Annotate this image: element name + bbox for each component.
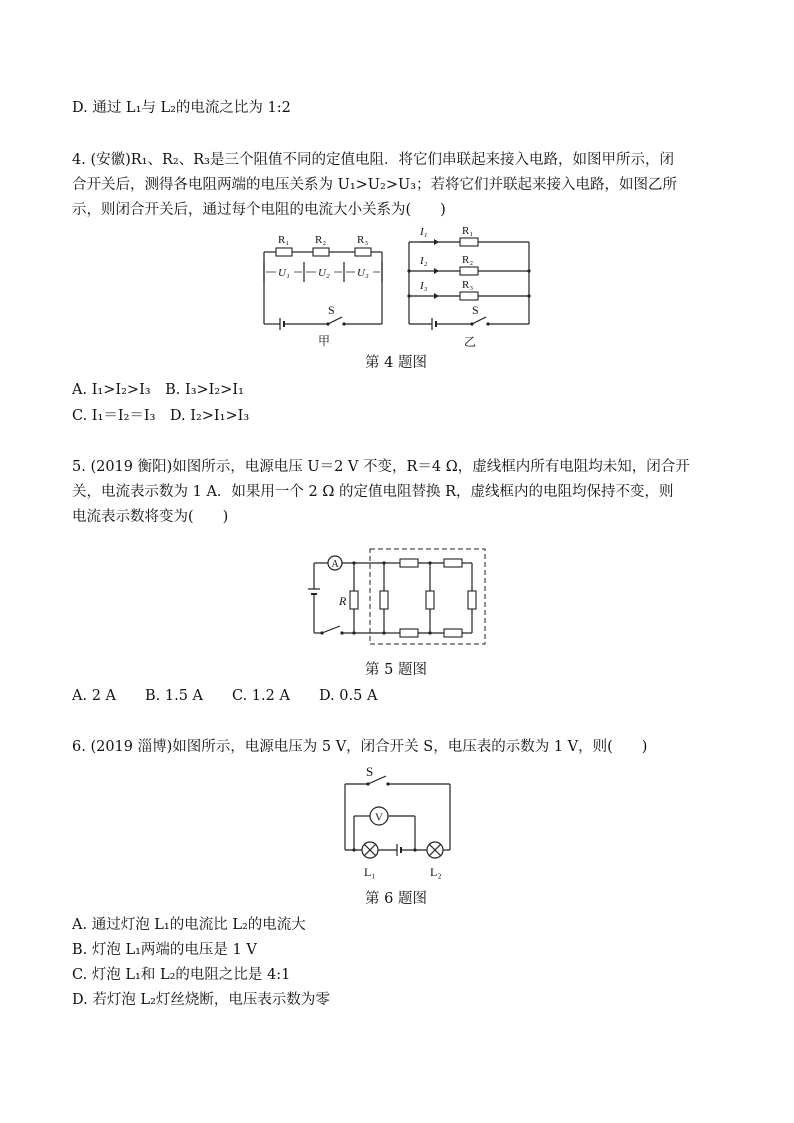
q5-stem-line1: 5. (2019 衡阳)如图所示，电源电压 U＝2 V 不变，R＝4 Ω，虚线框内所有电阻均未知，闭合开: [72, 459, 690, 475]
q4-stem-line1: 4. (安徽)R₁、R₂、R₃是三个阻值不同的定值电阻．将它们串联起来接入电路，如图甲所示，闭: [72, 152, 674, 168]
resistor-r: [350, 591, 358, 609]
q3-option-d: D. 通过 L₁与 L₂的电流之比为 1:2: [72, 100, 291, 116]
figure-name-yi: 乙: [464, 335, 477, 349]
label-i3: I₃: [420, 280, 428, 292]
svg-text:V: V: [375, 811, 383, 824]
label-l2: L₂: [430, 865, 442, 879]
battery-icon: [280, 318, 284, 330]
label-u1: U₁: [278, 267, 290, 279]
label-i2: I₂: [420, 255, 428, 267]
q4-options-cd: C. I₁＝I₂＝I₃ D. I₂>I₁>I₃: [72, 408, 250, 424]
switch: [320, 626, 343, 635]
q6-option-d: D. 若灯泡 L₂灯丝烧断，电压表示数为零: [72, 992, 330, 1008]
resistor-r1: [264, 248, 304, 256]
label-s: S: [472, 303, 479, 317]
q4-figure-caption: 第 4 题图: [365, 355, 427, 371]
q4-options-ab: A. I₁>I₂>I₃ B. I₃>I₂>I₁: [72, 382, 244, 398]
label-r3: R₃: [357, 234, 369, 246]
label-r1: R₁: [278, 234, 290, 246]
q4-figure-series-circuit: [258, 228, 398, 348]
q6-option-a: A. 通过灯泡 L₁的电流比 L₂的电流大: [72, 917, 306, 933]
svg-text:A: A: [331, 559, 339, 570]
q6-figure-caption: 第 6 题图: [365, 891, 427, 907]
q5-stem-line2: 关，电流表示数为 1 A．如果用一个 2 Ω 的定值电阻替换 R，虚线框内的电阻均保持不变，则: [72, 484, 674, 500]
label-l1: L₁: [364, 865, 376, 879]
figure-name-jia: 甲: [318, 334, 331, 348]
q6-figure-circuit: [340, 760, 460, 890]
lamp-l1-icon: [362, 842, 378, 858]
ammeter-icon: [328, 556, 342, 570]
resistor-r3: [344, 248, 382, 256]
battery-icon: [397, 844, 401, 856]
battery-icon: [308, 589, 320, 594]
resistor-r2: [304, 248, 344, 256]
label-r: R: [339, 594, 347, 608]
q5-figure-circuit: [308, 547, 488, 647]
switch-s: [470, 317, 489, 326]
switch-s: [326, 317, 345, 326]
label-r2: R₂: [315, 234, 327, 246]
label-r3: R₃: [462, 279, 474, 291]
q4-stem-line3: 示，则闭合开关后，通过每个电阻的电流大小关系为( ): [72, 202, 446, 218]
q5-figure-caption: 第 5 题图: [365, 662, 427, 678]
label-u3: U₃: [357, 267, 369, 279]
q5-options: A. 2 A B. 1.5 A C. 1.2 A D. 0.5 A: [72, 688, 378, 704]
q6-option-b: B. 灯泡 L₁两端的电压是 1 V: [72, 942, 257, 958]
q6-option-c: C. 灯泡 L₁和 L₂的电阻之比是 4:1: [72, 967, 291, 983]
label-u2: U₂: [318, 267, 330, 279]
voltmeter-icon: [370, 807, 388, 825]
label-r2: R₂: [462, 254, 474, 266]
label-i1: I₁: [420, 226, 428, 238]
lamp-l2-icon: [427, 842, 443, 858]
q4-figure-parallel-circuit: [404, 222, 544, 347]
label-s: S: [366, 764, 374, 779]
q5-stem-line3: 电流表示数将变为( ): [72, 509, 229, 525]
q4-stem-line2: 合开关后，测得各电阻两端的电压关系为 U₁>U₂>U₃；若将它们并联起来接入电路，如图乙所: [72, 177, 678, 193]
label-r1: R₁: [462, 225, 474, 237]
battery-icon: [432, 318, 436, 330]
q6-stem: 6. (2019 淄博)如图所示，电源电压为 5 V，闭合开关 S，电压表的示数为 1 V，则( ): [72, 739, 648, 755]
label-s: S: [328, 303, 335, 317]
